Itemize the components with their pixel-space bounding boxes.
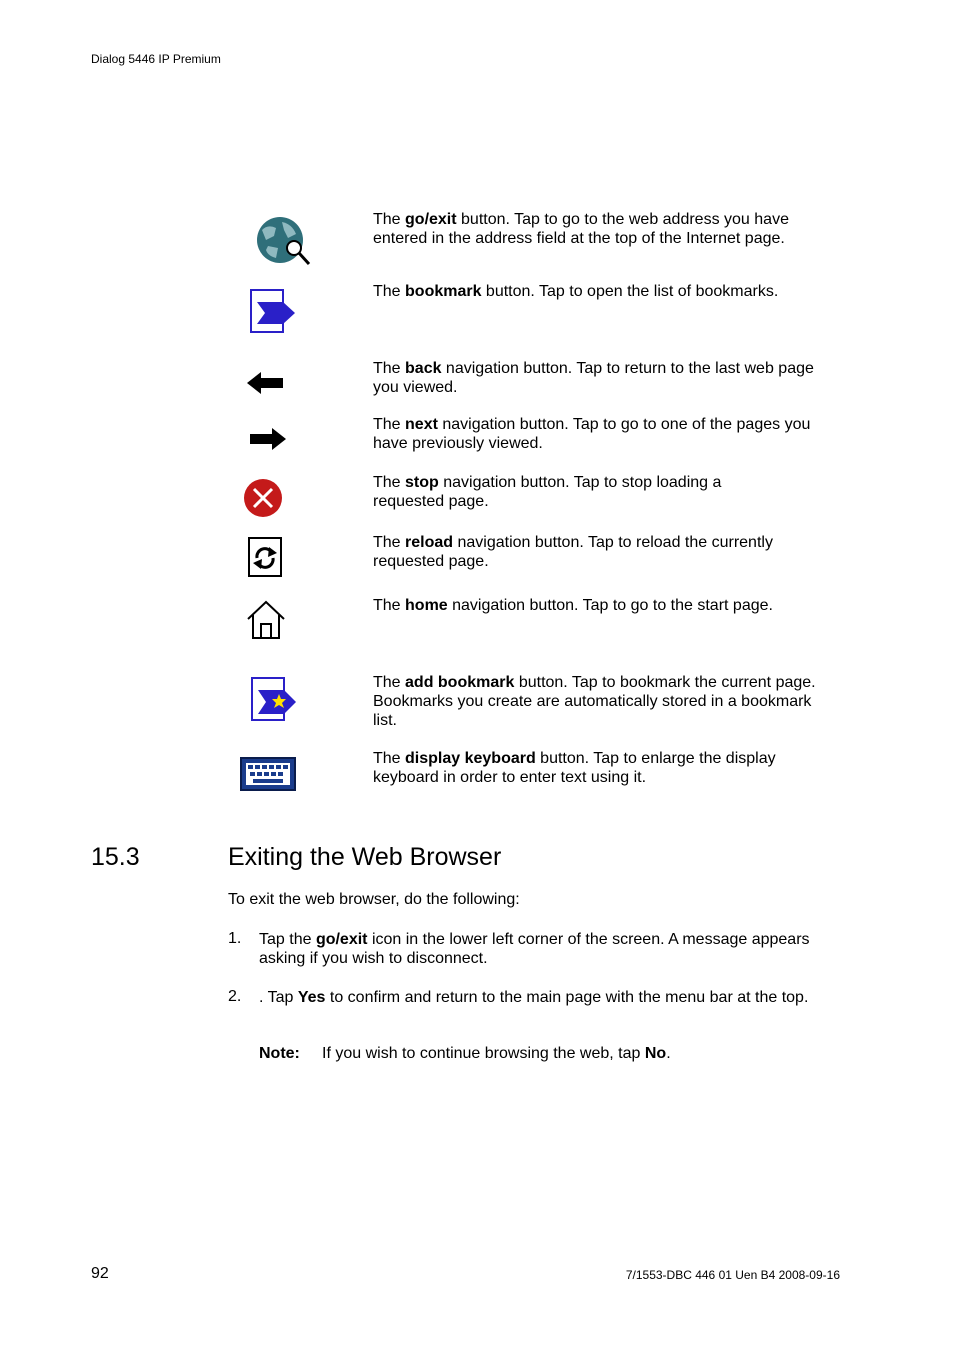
add-bookmark-icon [250, 676, 298, 724]
document-header: Dialog 5446 IP Premium [91, 52, 221, 66]
section-title: Exiting the Web Browser [228, 843, 502, 871]
keyboard-icon [240, 757, 296, 791]
reload-icon [247, 536, 283, 578]
icon-description-next: The next navigation button. Tap to go to one of the pages you have previously viewed. [373, 416, 811, 452]
page-number: 92 [91, 1265, 109, 1282]
note-label: Note: [259, 1045, 300, 1062]
icon-description-add-bookmark: The add bookmark button. Tap to bookmark the current page. Bookmarks you create are automatically stored in a bookmark list. [373, 674, 816, 729]
home-icon [246, 599, 286, 641]
step-number: 1. [228, 930, 242, 947]
icon-description-home: The home navigation button. Tap to go to the start page. [373, 597, 773, 614]
icon-description-bookmark: The bookmark button. Tap to open the list of bookmarks. [373, 283, 779, 300]
section-number: 15.3 [91, 843, 140, 871]
icon-description-go-exit: The go/exit button. Tap to go to the web address you have entered in the address field at the top of the Internet page. [373, 211, 789, 247]
stop-icon [243, 478, 283, 518]
icon-description-reload: The reload navigation button. Tap to reload the currently requested page. [373, 534, 773, 570]
step-text: Tap the go/exit icon in the lower left corner of the screen. A message appears asking if you wish to disconnect. [259, 931, 810, 967]
icon-description-stop: The stop navigation button. Tap to stop loading a requested page. [373, 474, 722, 510]
step-number: 2. [228, 988, 242, 1005]
icon-description-back: The back navigation button. Tap to return to the last web page you viewed. [373, 360, 814, 396]
icon-description-display-keyboard: The display keyboard button. Tap to enlarge the display keyboard in order to enter text using it. [373, 750, 776, 786]
section-intro: To exit the web browser, do the following: [228, 891, 520, 908]
note-text: If you wish to continue browsing the web, tap No. [322, 1045, 671, 1062]
document-reference: 7/1553-DBC 446 01 Uen B4 2008-09-16 [625, 1268, 840, 1282]
globe-magnifier-icon [254, 216, 312, 266]
step-text: . Tap Yes to confirm and return to the main page with the menu bar at the top. [259, 989, 809, 1006]
back-arrow-icon [247, 372, 285, 394]
next-arrow-icon [248, 428, 286, 450]
bookmark-icon [249, 288, 297, 334]
